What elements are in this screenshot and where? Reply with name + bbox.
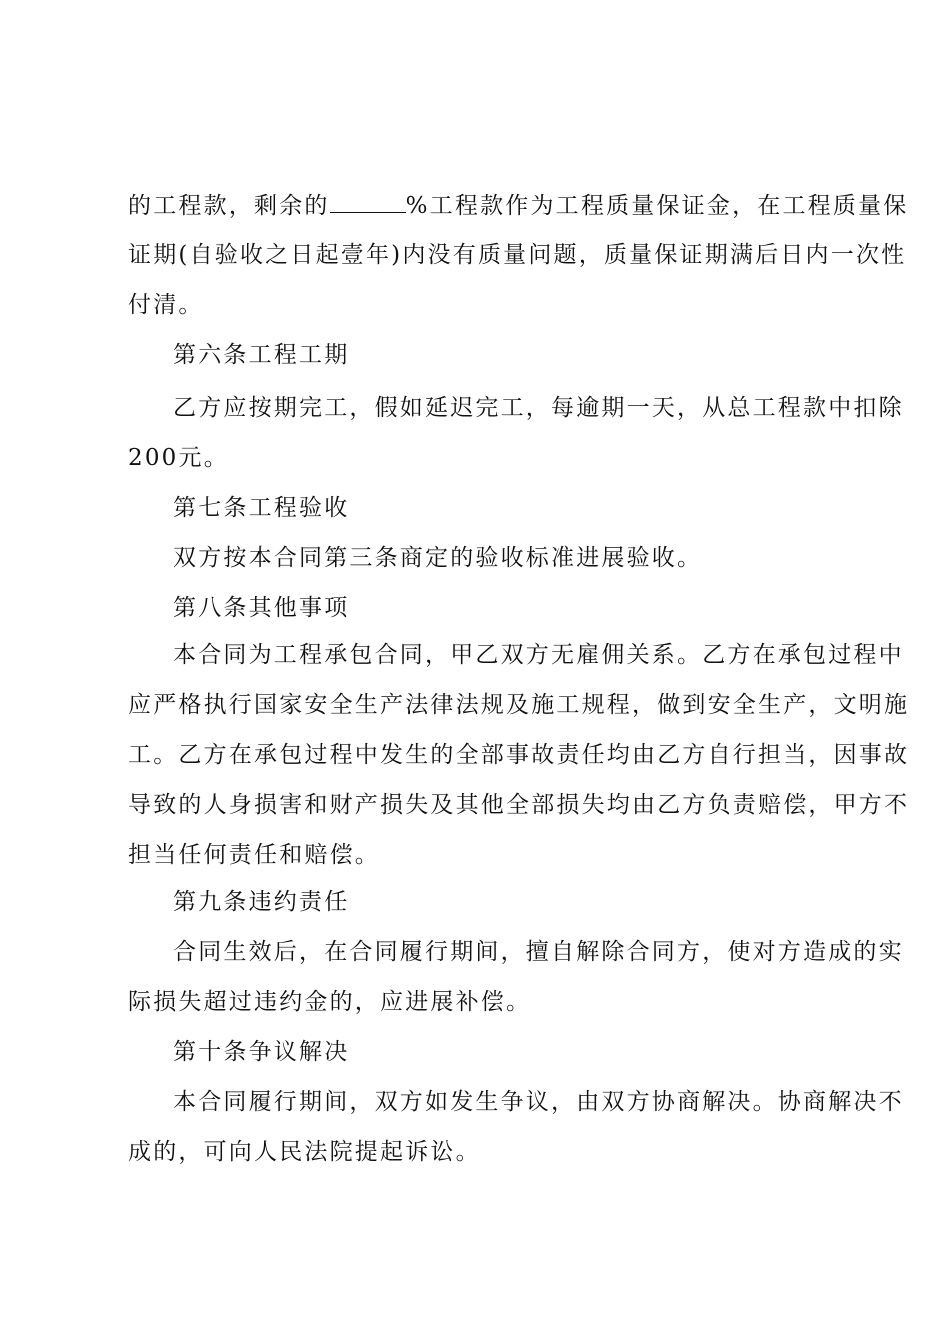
- paragraph-8-line-5: 担当任何责任和赔偿。: [128, 842, 380, 868]
- paragraph-10-line-2: 成的，可向人民法院提起诉讼。: [128, 1139, 481, 1165]
- paragraph-8-line-3: 工。乙方在承包过程中发生的全部事故责任均由乙方自行担当，因事故: [128, 742, 910, 768]
- paragraph-8-line-2: 应严格执行国家安全生产法律法规及施工规程，做到安全生产，文明施: [128, 692, 910, 718]
- blank-underline: [330, 190, 406, 213]
- paragraph-6-line-1: 乙方应按期完工，假如延迟完工，每逾期一天，从总工程款中扣除: [173, 395, 904, 421]
- text-run: 的工程款，剩余的: [128, 193, 330, 219]
- paragraph-9-line-1: 合同生效后，在合同履行期间，擅自解除合同方，使对方造成的实: [173, 939, 904, 965]
- paragraph-8-line-1: 本合同为工程承包合同，甲乙双方无雇佣关系。乙方在承包过程中: [173, 642, 904, 668]
- section-heading-10: 第十条争议解决: [173, 1039, 350, 1065]
- paragraph-10-line-1: 本合同履行期间，双方如发生争议，由双方协商解决。协商解决不: [173, 1089, 904, 1115]
- section-heading-7: 第七条工程验收: [173, 495, 350, 521]
- paragraph-9-line-2: 际损失超过违约金的，应进展补偿。: [128, 989, 532, 1015]
- paragraph-5-line-1: [128, 190, 909, 221]
- text-run: %工程款作为工程质量保证金，在工程质量保: [405, 193, 909, 219]
- section-heading-8: 第八条其他事项: [173, 595, 350, 621]
- paragraph-7-line-1: 双方按本合同第三条商定的验收标准进展验收。: [173, 545, 703, 571]
- paragraph-5-line-3: 付清。: [128, 292, 204, 318]
- section-heading-6: 第六条工程工期: [173, 342, 350, 368]
- section-heading-9: 第九条违约责任: [173, 889, 350, 915]
- paragraph-8-line-4: 导致的人身损害和财产损失及其他全部损失均由乙方负责赔偿，甲方不: [128, 792, 910, 818]
- paragraph-6-line-2: 200元。: [128, 445, 229, 471]
- paragraph-5-line-2: 证期(自验收之日起壹年)内没有质量问题，质量保证期满后日内一次性: [128, 242, 907, 268]
